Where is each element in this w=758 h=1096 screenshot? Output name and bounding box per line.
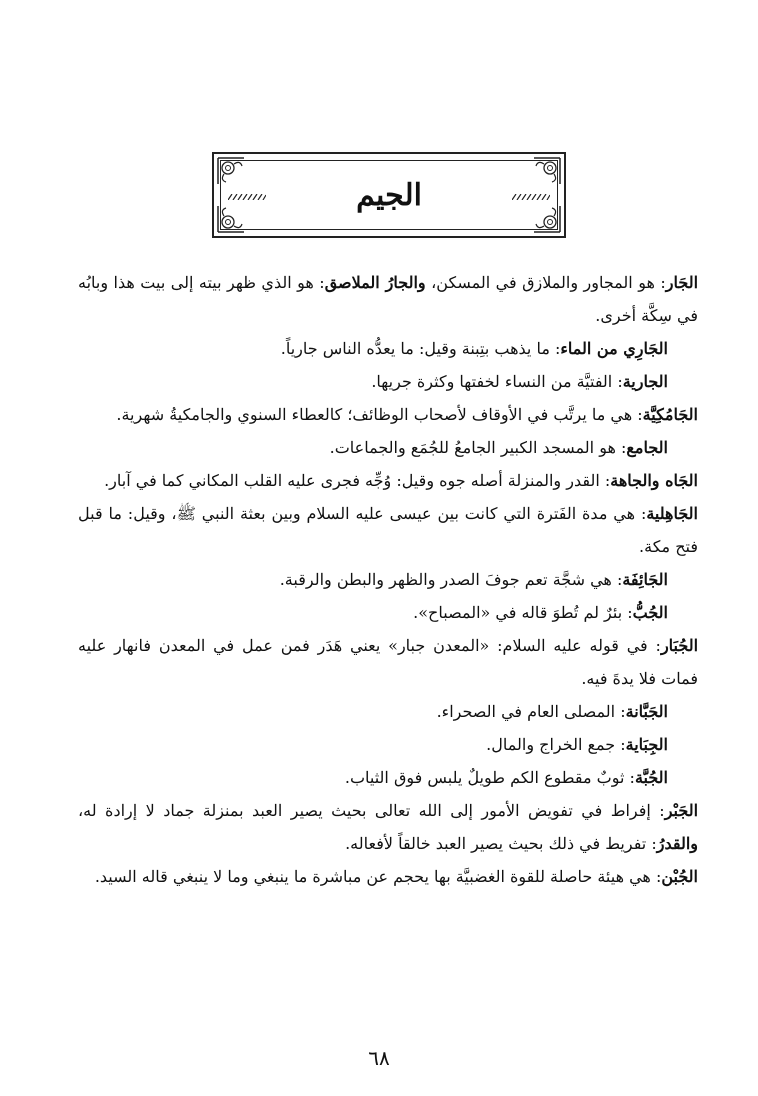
glossary-entry xyxy=(78,761,698,794)
entry-definition: : ثوبٌ مقطوع الكم طويلٌ يلبس فوق الثياب. xyxy=(344,768,635,787)
entry-definition: : هي شجَّة تعم جوفَ الصدر والظهر والبطن والرقبة. xyxy=(279,570,623,589)
entry-term: الجُبْن xyxy=(661,867,698,886)
glossary-entry xyxy=(78,431,698,464)
entry-definition: : الفتيَّة من النساء لخفتها وكثرة جريها. xyxy=(371,372,623,391)
glossary-entries xyxy=(78,266,698,893)
entry-term: الجُبَار xyxy=(660,636,699,655)
entry-definition: : في قوله عليه السلام: «المعدن جبار» يعني هَدَر فمن عمل في المعدن فانهار عليه فمات فلا يدةَ فيه. xyxy=(78,636,698,688)
entry-term: الجَارِي من الماء xyxy=(560,339,668,358)
glossary-entry xyxy=(78,332,698,365)
glossary-entry xyxy=(78,629,698,695)
glossary-entry xyxy=(78,398,698,431)
entry-definition-secondary: : تفريط في ذلك بحيث يصير العبد خالقاً لأفعاله. xyxy=(345,834,657,853)
glossary-entry xyxy=(78,497,698,563)
glossary-entry xyxy=(78,695,698,728)
glossary-entry xyxy=(78,563,698,596)
glossary-entry xyxy=(78,596,698,629)
entry-term: الجَاه والجاهة xyxy=(610,471,698,490)
entry-definition: : هو المجاور والملازق في المسكن، xyxy=(425,273,666,292)
entry-term-secondary: والقدرُ xyxy=(656,834,698,853)
entry-term: الجَار xyxy=(665,273,699,292)
glossary-entry xyxy=(78,728,698,761)
entry-definition: : ما يذهب بتِبنة وقيل: ما يعدُّه الناس جارياً. xyxy=(280,339,561,358)
entry-definition: : هي هيئة حاصلة للقوة الغضبيَّة بها يحجم عن مباشرة ما ينبغي وما لا ينبغي قاله السيد. xyxy=(94,867,662,886)
entry-definition: : هي مدة الفَترة التي كانت بين عيسى عليه السلام وبين بعثة النبي ﷺ، وقيل: ما قبل فتح مكة. xyxy=(78,504,698,556)
entry-definition: : هو المسجد الكبير الجامعُ للجُمَع والجماعات. xyxy=(329,438,627,457)
entry-definition: : بئرٌ لم تُطوَ قاله في «المصباح». xyxy=(413,603,633,622)
entry-definition: : هي ما يرتَّب في الأوقاف لأصحاب الوظائف؛ كالعطاء السنوي والجامكيةُ شهرية. xyxy=(116,405,643,424)
glossary-entry xyxy=(78,365,698,398)
entry-term: الجَبَّانة xyxy=(625,702,668,721)
glossary-entry xyxy=(78,860,698,893)
entry-term: الجارية xyxy=(622,372,668,391)
entry-definition-secondary: : هو الذي ظهر بيته إلى بيت هذا وبابُه في سِكَّة أخرى. xyxy=(78,273,698,325)
glossary-entry xyxy=(78,794,698,860)
chapter-title: الجيم xyxy=(356,178,422,213)
entry-term: الجَبْر xyxy=(664,801,699,820)
entry-term-secondary: والجارُ الملاصق xyxy=(324,273,426,292)
entry-definition: : القدر والمنزلة أصله جوه وقيل: وُجِّه فجرى عليه القلب المكاني كما في آبار. xyxy=(104,471,611,490)
entry-term: الجَامُكِيَّة xyxy=(642,405,698,424)
glossary-entry xyxy=(78,266,698,332)
page-number: ٦٨ xyxy=(368,1046,390,1070)
chapter-title-frame xyxy=(212,152,566,238)
entry-definition: : إفراط في تفويض الأمور إلى الله تعالى بحيث يصير العبد بمنزلة جماد لا إرادة له، xyxy=(78,801,665,820)
entry-term: الجُبَّة xyxy=(634,768,668,787)
entry-term: الجِبَاية xyxy=(625,735,668,754)
entry-definition: : المصلى العام في الصحراء. xyxy=(436,702,626,721)
entry-definition: : جمع الخراج والمال. xyxy=(486,735,626,754)
glossary-entry xyxy=(78,464,698,497)
entry-term: الجُبُّ xyxy=(632,603,668,622)
entry-term: الجامع xyxy=(626,438,668,457)
entry-term: الجَاهِلية xyxy=(646,504,698,523)
entry-term: الجَائِفَة xyxy=(622,570,668,589)
